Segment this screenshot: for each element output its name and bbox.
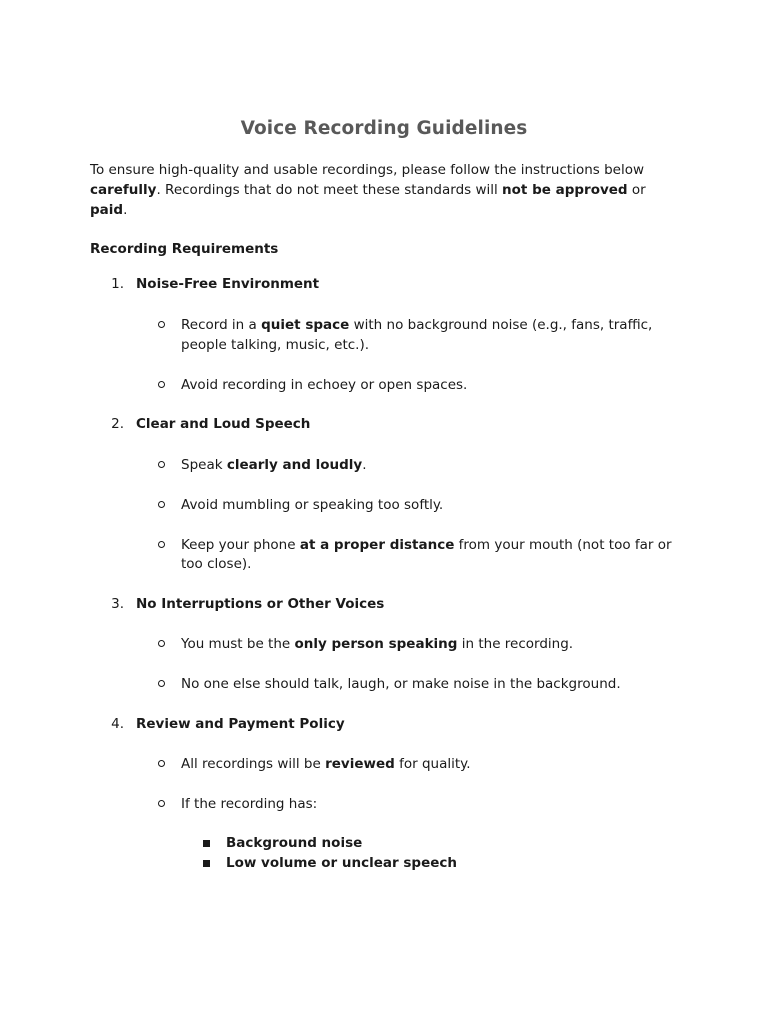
- bullet-emphasis: quiet space: [261, 317, 350, 333]
- bullet-text-part: for quality.: [394, 756, 471, 772]
- intro-line-3: [90, 200, 127, 220]
- bullet-text: [181, 754, 471, 774]
- bullet-text: [181, 455, 367, 475]
- bullet-text-continuation: people talking, music, etc.).: [181, 337, 370, 353]
- bullet-text-part: You must be the: [181, 636, 295, 652]
- bullet-text-part: with no background noise (e.g., fans, traffic,: [349, 317, 653, 333]
- bullet-emphasis: reviewed: [325, 756, 395, 772]
- sub-bullet-text: Low volume or unclear speech: [226, 855, 458, 871]
- bullet-text-part: from your mouth (not too far or: [454, 537, 672, 553]
- hollow-bullet-icon: [158, 501, 165, 508]
- hollow-bullet-icon: [158, 640, 165, 647]
- intro-emphasis-not-approved: not be approved: [502, 182, 628, 198]
- bullet-emphasis: clearly and loudly: [226, 457, 363, 473]
- bullet-text: [181, 315, 652, 335]
- bullet-text: No one else should talk, laugh, or make noise in the background.: [181, 676, 621, 692]
- section-heading: Recording Requirements: [90, 241, 279, 257]
- bullet-text: [181, 535, 672, 555]
- list-item-title: Noise-Free Environment: [136, 276, 320, 292]
- list-item-title: Review and Payment Policy: [136, 716, 345, 732]
- bullet-text-continuation: too close).: [181, 556, 252, 572]
- bullet-text-part: Keep your phone: [181, 537, 300, 553]
- sub-bullet-text: Background noise: [226, 835, 363, 851]
- hollow-bullet-icon: [158, 321, 165, 328]
- bullet-text: [181, 634, 573, 654]
- intro-text: .: [123, 202, 128, 218]
- hollow-bullet-icon: [158, 541, 165, 548]
- page-title: Voice Recording Guidelines: [240, 118, 528, 139]
- bullet-text-part: .: [362, 457, 367, 473]
- intro-emphasis-paid: paid: [90, 202, 124, 218]
- hollow-bullet-icon: [158, 680, 165, 687]
- intro-text: To ensure high-quality and usable recordings, please follow the instructions below: [90, 162, 645, 178]
- hollow-bullet-icon: [158, 760, 165, 767]
- intro-text: . Recordings that do not meet these standards will: [156, 182, 503, 198]
- bullet-text: Avoid recording in echoey or open spaces.: [181, 377, 468, 393]
- list-item-title: Clear and Loud Speech: [136, 416, 311, 432]
- list-item-title: No Interruptions or Other Voices: [136, 596, 385, 612]
- bullet-text-part: Record in a: [181, 317, 262, 333]
- square-bullet-icon: [203, 840, 210, 847]
- hollow-bullet-icon: [158, 800, 165, 807]
- bullet-text-part: in the recording.: [457, 636, 574, 652]
- square-bullet-icon: [203, 860, 210, 867]
- list-number: 1.: [111, 276, 124, 292]
- list-number: 4.: [111, 716, 124, 732]
- bullet-text-part: Speak: [181, 457, 227, 473]
- bullet-text-part: All recordings will be: [181, 756, 326, 772]
- list-number: 3.: [111, 596, 124, 612]
- bullet-emphasis: at a proper distance: [299, 537, 455, 553]
- intro-text: or: [627, 182, 646, 198]
- list-number: 2.: [111, 416, 124, 432]
- bullet-text: Avoid mumbling or speaking too softly.: [181, 497, 444, 513]
- intro-line-2: [90, 180, 646, 200]
- bullet-text: If the recording has:: [181, 796, 318, 812]
- hollow-bullet-icon: [158, 461, 165, 468]
- intro-emphasis-carefully: carefully: [90, 182, 157, 198]
- intro-line-1: [90, 160, 644, 180]
- hollow-bullet-icon: [158, 381, 165, 388]
- bullet-emphasis: only person speaking: [294, 636, 458, 652]
